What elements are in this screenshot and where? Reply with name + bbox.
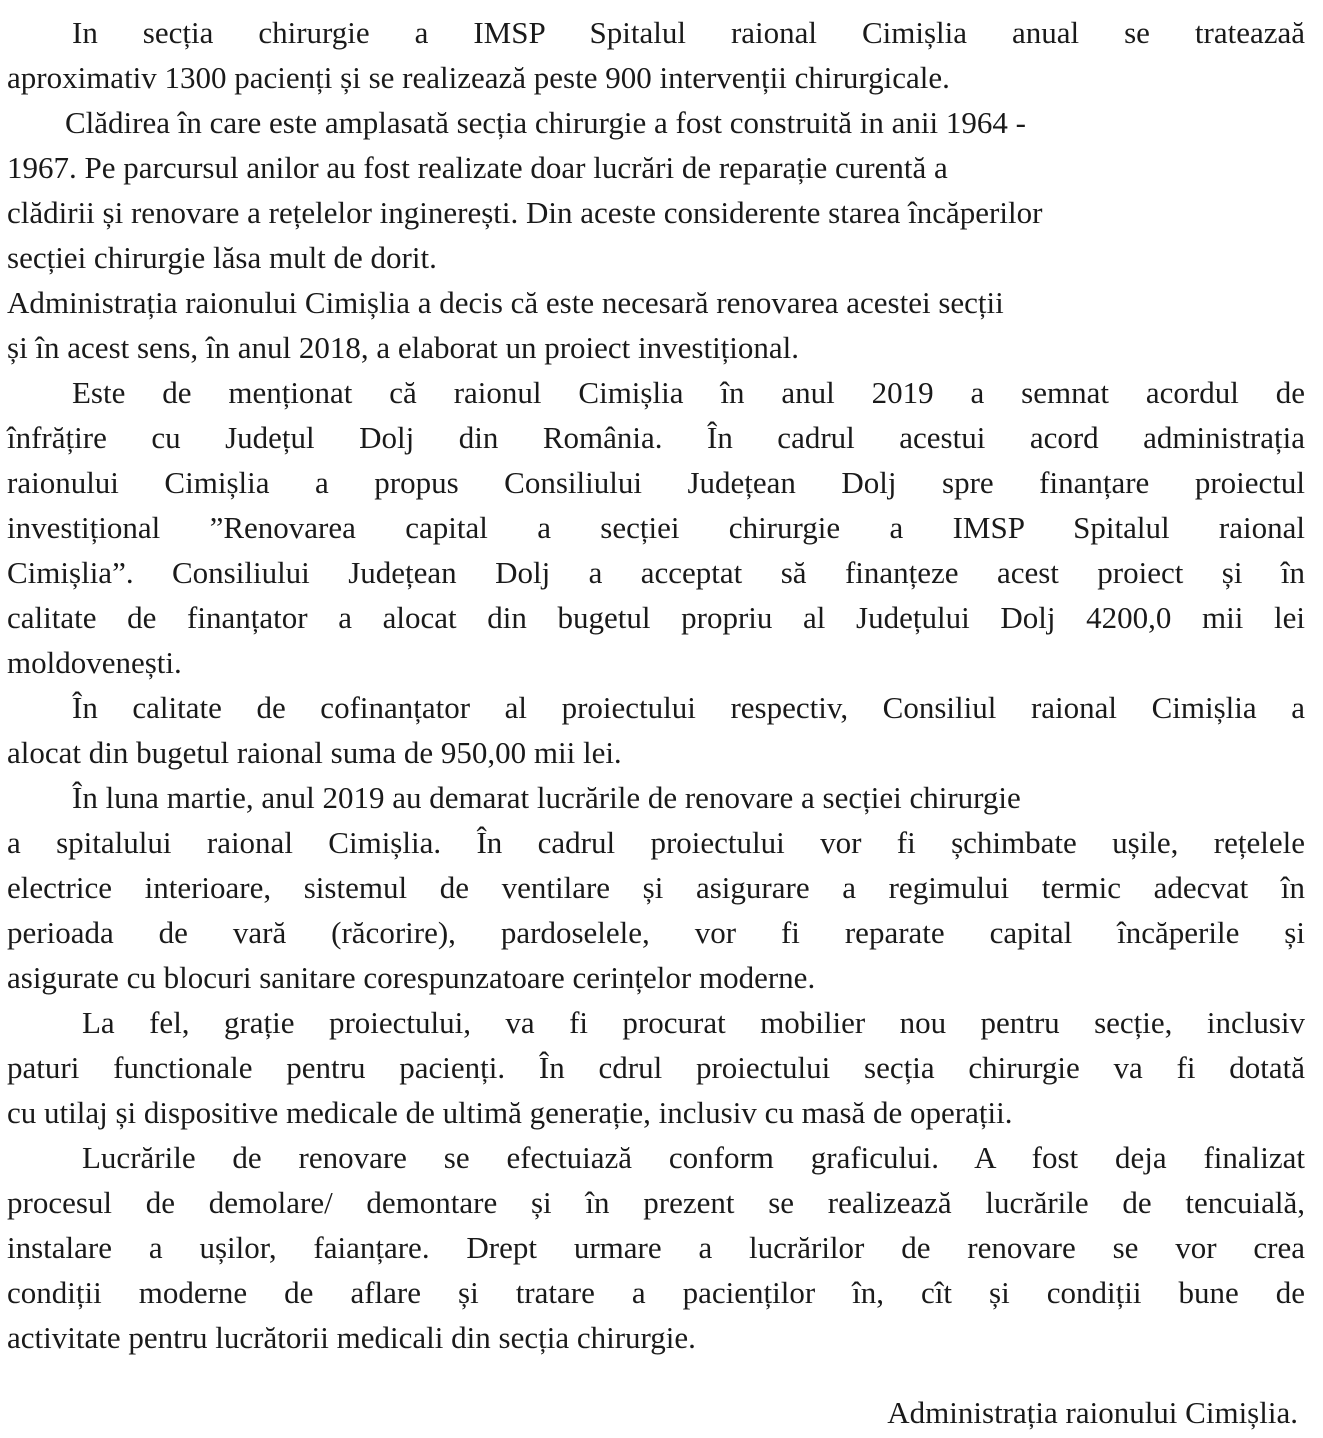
text-line: clădirii și renovare a rețelelor inginerești. Din aceste considerente starea încăperilor xyxy=(7,195,1043,230)
text-line: înfrățire cu Județul Dolj din România. În cadrul acestui acord administrația xyxy=(7,420,1305,455)
text-line: aproximativ 1300 pacienți și se realizează peste 900 intervenții chirurgicale. xyxy=(7,60,950,95)
paragraph xyxy=(7,280,1305,370)
text-line: raionului Cimișlia a propus Consiliului Județean Dolj spre finanțare proiectul xyxy=(7,465,1305,500)
paragraph xyxy=(7,1135,1305,1360)
text-line: alocat din bugetul raional suma de 950,00 mii lei. xyxy=(7,735,622,770)
text-line: activitate pentru lucrătorii medicali din secția chirurgie. xyxy=(7,1320,696,1355)
paragraph xyxy=(7,10,1305,100)
text-line: Lucrările de renovare se efectuiază conform graficului. A fost deja finalizat xyxy=(82,1140,1305,1175)
paragraph xyxy=(7,100,1305,280)
text-line: 1967. Pe parcursul anilor au fost realizate doar lucrări de reparație curentă a xyxy=(7,150,948,185)
text-line: moldovenești. xyxy=(7,645,182,680)
signature: Administrația raionului Cimișlia. xyxy=(887,1395,1298,1430)
text-line: a spitalului raional Cimișlia. În cadrul proiectului vor fi șchimbate ușile, rețelele xyxy=(7,825,1305,860)
text-line: procesul de demolare/ demontare și în prezent se realizează lucrările de tencuială, xyxy=(7,1185,1305,1220)
text-line: asigurate cu blocuri sanitare corespunzatoare cerințelor moderne. xyxy=(7,960,816,995)
text-line: Administrația raionului Cimișlia a decis că este necesară renovarea acestei secții xyxy=(7,285,1004,320)
text-line: În calitate de cofinanțator al proiectului respectiv, Consiliul raional Cimișlia a xyxy=(72,690,1305,725)
text-line: Clădirea în care este amplasată secția chirurgie a fost construită in anii 1964 - xyxy=(65,105,1026,140)
paragraph xyxy=(7,1000,1305,1135)
text-line: calitate de finanțator a alocat din bugetul propriu al Județului Dolj 4200,0 mii lei xyxy=(7,600,1305,635)
text-line: condiții moderne de aflare și tratare a pacienților în, cît și condiții bune de xyxy=(7,1275,1305,1310)
paragraph xyxy=(7,775,1305,1000)
text-line: investițional ”Renovarea capital a secției chirurgie a IMSP Spitalul raional xyxy=(7,510,1305,545)
text-line: Este de menționat că raionul Cimișlia în anul 2019 a semnat acordul de xyxy=(72,375,1305,410)
text-line: In secția chirurgie a IMSP Spitalul raional Cimișlia anual se trateazaă xyxy=(72,15,1305,50)
text-line: În luna martie, anul 2019 au demarat lucrările de renovare a secției chirurgie xyxy=(72,780,1021,815)
paragraph xyxy=(7,685,1305,775)
text-line: electrice interioare, sistemul de ventilare și asigurare a regimului termic adecvat în xyxy=(7,870,1305,905)
text-line: cu utilaj și dispositive medicale de ultimă generație, inclusiv cu masă de operații. xyxy=(7,1095,1013,1130)
text-line: secției chirurgie lăsa mult de dorit. xyxy=(7,240,437,275)
text-line: La fel, grație proiectului, va fi procurat mobilier nou pentru secție, inclusiv xyxy=(82,1005,1305,1040)
text-line: și în acest sens, în anul 2018, a elaborat un proiect investițional. xyxy=(7,330,800,365)
text-line: instalare a ușilor, faianțare. Drept urmare a lucrărilor de renovare se vor crea xyxy=(7,1230,1305,1265)
paragraph xyxy=(7,370,1305,685)
text-line: paturi functionale pentru pacienți. În cdrul proiectului secția chirurgie va fi dotată xyxy=(7,1050,1305,1085)
text-line: perioada de vară (răcorire), pardoselele, vor fi reparate capital încăperile și xyxy=(7,915,1305,950)
document-body xyxy=(7,10,1305,1360)
text-line: Cimișlia”. Consiliului Județean Dolj a acceptat să finanțeze acest proiect și în xyxy=(7,555,1305,590)
